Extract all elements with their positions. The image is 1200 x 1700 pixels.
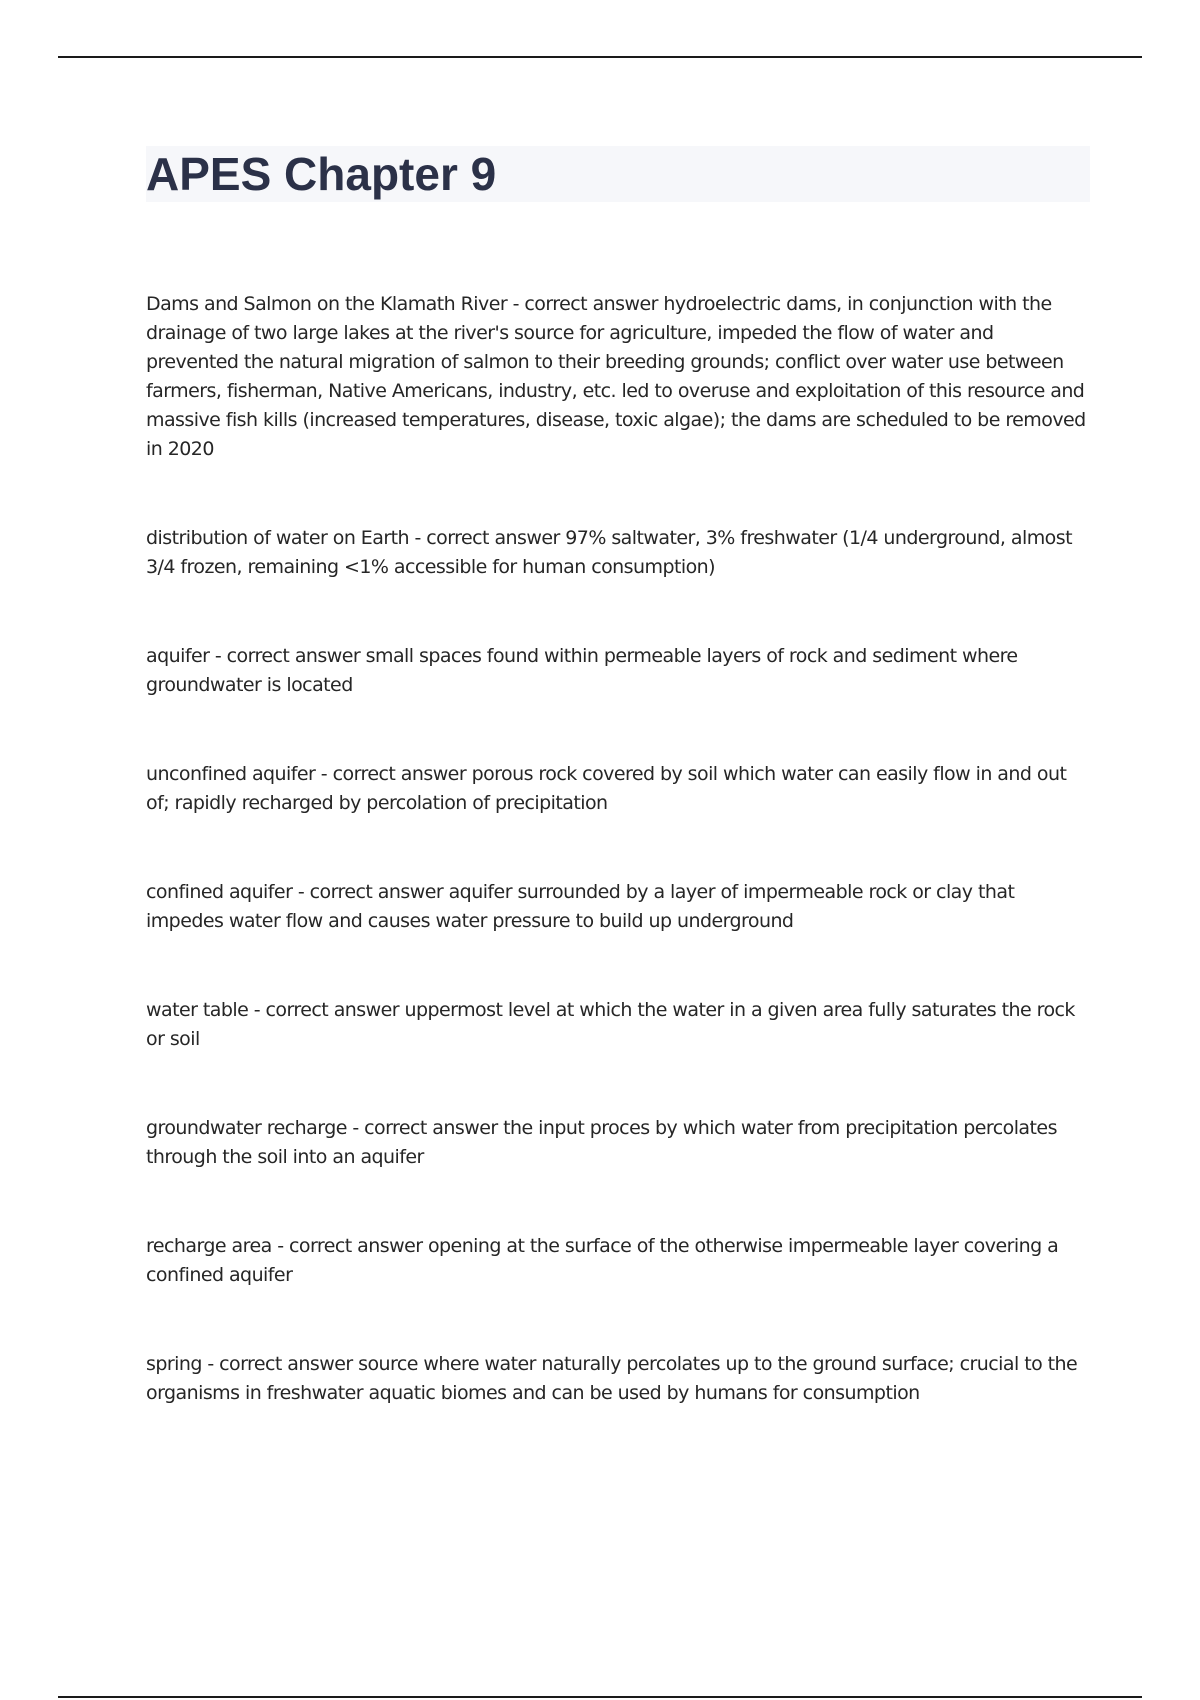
document-title: APES Chapter 9 [146,148,497,200]
flashcard-entry: spring - correct answer source where water naturally percolates up to the ground surface; crucial to the organisms in freshwater aquatic biomes and can be used by humans for consumption [146,1353,1078,1404]
flashcard-entry: aquifer - correct answer small spaces found within permeable layers of rock and sediment where groundwater is located [146,645,1018,696]
flashcard-entry: Dams and Salmon on the Klamath River - correct answer hydroelectric dams, in conjunction with the drainage of two large lakes at the river's source for agriculture, impeded the flow of water and prevented the natural migration of salmon to their breeding grounds; conflict over water use between farmers, fisherman, Native Americans, industry, etc. led to overuse and exploitation of this resource and massive fish kills (increased temperatures, disease, toxic algae); the dams are scheduled to be removed in 2020 [146,293,1086,460]
flashcard-entry: unconfined aquifer - correct answer porous rock covered by soil which water can easily flow in and out of; rapidly recharged by percolation of precipitation [146,763,1067,814]
flashcard-entry: confined aquifer - correct answer aquifer surrounded by a layer of impermeable rock or clay that impedes water flow and causes water pressure to build up underground [146,881,1015,932]
flashcard-entry: distribution of water on Earth - correct answer 97% saltwater, 3% freshwater (1/4 underground, almost 3/4 frozen, remaining <1% accessible for human consumption) [146,527,1072,578]
flashcard-entry: groundwater recharge - correct answer the input proces by which water from precipitation percolates through the soil into an aquifer [146,1117,1057,1168]
bottom-rule [58,1696,1142,1698]
flashcard-entry: water table - correct answer uppermost level at which the water in a given area fully saturates the rock or soil [146,999,1075,1050]
flashcard-entry: recharge area - correct answer opening at the surface of the otherwise impermeable layer covering a confined aquifer [146,1235,1059,1286]
top-rule [58,56,1142,58]
flashcard-list [146,290,1090,1468]
